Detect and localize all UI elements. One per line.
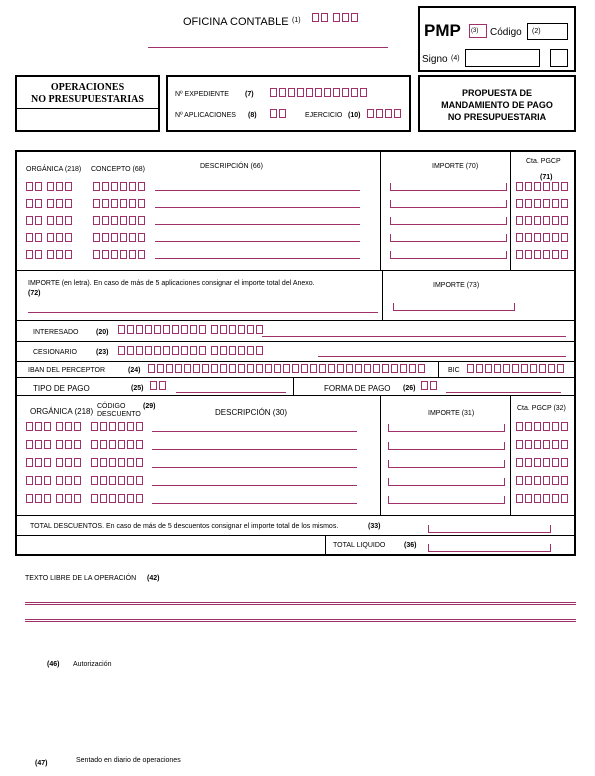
codigo-label: Código: [490, 27, 522, 38]
texto-libre-line-2[interactable]: [25, 619, 576, 622]
oficina-contable-cells[interactable]: [312, 13, 360, 22]
s1-cta: Cta. PGCP: [526, 158, 561, 165]
s2-bottom-line: [16, 515, 575, 516]
s1-vline-2: [510, 151, 511, 271]
s2-organica: ORGÁNICA (218): [30, 407, 94, 416]
s1-bottom-line: [16, 270, 575, 271]
s2-descripcion: DESCRIPCIÓN (30): [215, 408, 288, 417]
aplicaciones-label: Nº APLICACIONES: [175, 112, 236, 119]
table-row-importe[interactable]: [390, 234, 507, 242]
table-row-importe[interactable]: [388, 496, 505, 504]
table-row-codigo[interactable]: [91, 476, 145, 485]
expediente-box: [166, 75, 411, 132]
table-row-descripcion[interactable]: [152, 467, 357, 468]
iban-num: (24): [128, 367, 141, 374]
table-row-importe[interactable]: [388, 424, 505, 432]
tipo-pago-line[interactable]: [176, 392, 286, 393]
operaciones-divider: [16, 108, 159, 109]
letra-importe: IMPORTE (73): [433, 282, 480, 289]
aplicaciones-num: (8): [248, 112, 257, 119]
signo-label: Signo: [422, 54, 448, 65]
table-row-importe[interactable]: [388, 478, 505, 486]
table-row-organica[interactable]: [26, 182, 74, 191]
letra-importe-field[interactable]: [393, 303, 515, 311]
descuentos-bottom-line: [16, 535, 575, 536]
s1-vline-1: [380, 151, 381, 271]
signo-num: (4): [451, 55, 460, 62]
table-row-cta[interactable]: [516, 458, 570, 467]
sentado-num: (47): [35, 760, 48, 767]
oficina-line[interactable]: [148, 47, 388, 48]
bic-cells[interactable]: [467, 364, 566, 373]
table-row-cta[interactable]: [516, 422, 570, 431]
table-row-codigo[interactable]: [91, 422, 145, 431]
table-row-codigo[interactable]: [91, 494, 145, 503]
oficina-contable-label: OFICINA CONTABLE: [183, 16, 289, 28]
table-row-concepto[interactable]: [93, 182, 147, 191]
total-descuentos-field[interactable]: [428, 525, 551, 533]
s1-concepto: CONCEPTO (68): [91, 166, 145, 173]
table-row-codigo[interactable]: [91, 440, 145, 449]
table-row-cta[interactable]: [516, 440, 570, 449]
table-row-organica[interactable]: [26, 494, 83, 503]
table-row-descripcion[interactable]: [152, 431, 357, 432]
s2-cta: Cta. PGCP (32): [517, 405, 566, 412]
sentado-label: Sentado en diario de operaciones: [76, 757, 181, 764]
tipo-pago-cells[interactable]: [150, 381, 168, 390]
table-row-descripcion[interactable]: [152, 449, 357, 450]
texto-libre-line-1[interactable]: [25, 602, 576, 605]
table-row-importe[interactable]: [390, 183, 507, 191]
table-row-importe[interactable]: [390, 200, 507, 208]
autorizacion-label: Autorización: [73, 661, 112, 668]
table-row-importe[interactable]: [390, 217, 507, 225]
table-row-descripcion[interactable]: [155, 190, 360, 191]
table-row-descripcion[interactable]: [155, 207, 360, 208]
oficina-contable-num: (1): [292, 17, 301, 24]
table-row-concepto[interactable]: [93, 233, 147, 242]
pmp-num: (3): [471, 28, 479, 34]
total-liquido-num: (36): [404, 542, 417, 549]
total-descuentos-num: (33): [368, 523, 381, 530]
letra-vline: [382, 270, 383, 320]
interesado-label: INTERESADO: [33, 329, 79, 336]
tipo-pago-num: (25): [131, 385, 144, 392]
interesado-bottom-line: [16, 341, 575, 342]
table-row-importe[interactable]: [388, 460, 505, 468]
ejercicio-label: EJERCICIO: [305, 112, 343, 119]
table-row-concepto[interactable]: [93, 250, 147, 259]
texto-libre-num: (42): [147, 575, 160, 582]
letra-num: (72): [28, 290, 41, 297]
pmp-label: PMP: [424, 21, 461, 40]
cesionario-num: (23): [96, 349, 109, 356]
table-row-importe[interactable]: [390, 251, 507, 259]
table-row-cta[interactable]: [516, 182, 570, 191]
iban-vline: [438, 361, 439, 377]
table-row-cta[interactable]: [516, 199, 570, 208]
table-row-concepto[interactable]: [93, 216, 147, 225]
forma-pago-label: FORMA DE PAGO: [324, 384, 391, 393]
table-row-descripcion[interactable]: [155, 224, 360, 225]
s2-codigo-2: DESCUENTO: [97, 411, 141, 418]
interesado-cells[interactable]: [118, 325, 265, 334]
s2-importe: IMPORTE (31): [428, 410, 475, 417]
expediente-cells[interactable]: [270, 88, 369, 97]
table-row-organica[interactable]: [26, 422, 83, 431]
liquido-vline: [325, 535, 326, 555]
iban-label: IBAN DEL PERCEPTOR: [28, 367, 106, 374]
texto-libre-label: TEXTO LIBRE DE LA OPERACIÓN: [25, 575, 137, 582]
table-row-descripcion[interactable]: [152, 485, 357, 486]
table-row-organica[interactable]: [26, 250, 74, 259]
table-row-descripcion[interactable]: [155, 258, 360, 259]
table-row-codigo[interactable]: [91, 458, 145, 467]
cesionario-label: CESIONARIO: [33, 349, 77, 356]
table-row-descripcion[interactable]: [152, 503, 357, 504]
table-row-cta[interactable]: [516, 476, 570, 485]
table-row-organica[interactable]: [26, 458, 83, 467]
table-row-concepto[interactable]: [93, 199, 147, 208]
total-descuentos-label: TOTAL DESCUENTOS. En caso de más de 5 descuentos consignar el importe total de los mismos.: [30, 523, 339, 530]
operaciones-line2: NO PRESUPUESTARIAS: [31, 94, 144, 105]
total-liquido-label: TOTAL LIQUIDO: [333, 542, 386, 549]
table-row-cta[interactable]: [516, 216, 570, 225]
forma-pago-num: (26): [403, 385, 416, 392]
s1-organica: ORGÁNICA (218): [26, 166, 82, 173]
table-row-cta[interactable]: [516, 233, 570, 242]
expediente-label: Nº EXPEDIENTE: [175, 91, 229, 98]
table-row-organica[interactable]: [26, 440, 83, 449]
table-row-organica[interactable]: [26, 216, 74, 225]
aplicaciones-cells[interactable]: [270, 109, 288, 118]
ejercicio-cells[interactable]: [367, 109, 403, 118]
forma-pago-cells[interactable]: [421, 381, 439, 390]
table-row-cta[interactable]: [516, 250, 570, 259]
operaciones-line1: OPERACIONES: [50, 82, 125, 93]
cesionario-line[interactable]: [318, 356, 566, 357]
propuesta-line3: NO PRESUPUESTARIA: [447, 112, 547, 122]
forma-pago-line[interactable]: [446, 392, 561, 393]
cesionario-bottom-line: [16, 361, 575, 362]
s2-vline-2: [510, 395, 511, 515]
propuesta-line1: PROPUESTA DE: [461, 88, 532, 98]
tipo-pago-label: TIPO DE PAGO: [33, 384, 90, 393]
bic-label: BIC: [448, 367, 460, 374]
s2-vline-1: [380, 395, 381, 515]
pmp-cell[interactable]: [469, 24, 487, 38]
table-row-organica[interactable]: [26, 233, 74, 242]
pago-bottom-line: [16, 395, 575, 396]
expediente-num: (7): [245, 91, 254, 98]
s2-codigo-1: CÓDIGO: [97, 403, 126, 410]
propuesta-line2: MANDAMIENTO DE PAGO: [441, 100, 553, 110]
interesado-line[interactable]: [262, 336, 566, 337]
table-row-descripcion[interactable]: [155, 241, 360, 242]
s1-importe: IMPORTE (70): [432, 163, 479, 170]
s1-descripcion: DESCRIPCIÓN (66): [200, 163, 264, 170]
letra-line[interactable]: [28, 312, 378, 313]
signo-field-2[interactable]: [550, 49, 568, 67]
interesado-num: (20): [96, 329, 109, 336]
letra-bottom-line: [16, 320, 575, 321]
iban-bottom-line: [16, 377, 575, 378]
codigo-num: (2): [532, 28, 541, 35]
cesionario-cells[interactable]: [118, 346, 265, 355]
ejercicio-num: (10): [348, 112, 361, 119]
table-row-organica[interactable]: [26, 199, 74, 208]
iban-cells[interactable]: [148, 364, 427, 373]
table-row-importe[interactable]: [388, 442, 505, 450]
s1-cta-num: (71): [540, 174, 553, 181]
table-row-organica[interactable]: [26, 476, 83, 485]
signo-field-1[interactable]: [465, 49, 540, 67]
letra-text: IMPORTE (en letra). En caso de más de 5 aplicaciones consignar el importe total del Anexo.: [28, 280, 315, 287]
pago-vline: [293, 377, 294, 395]
total-liquido-field[interactable]: [428, 544, 551, 552]
table-row-cta[interactable]: [516, 494, 570, 503]
autorizacion-num: (46): [47, 661, 60, 668]
s2-codigo-num: (29): [143, 403, 156, 410]
